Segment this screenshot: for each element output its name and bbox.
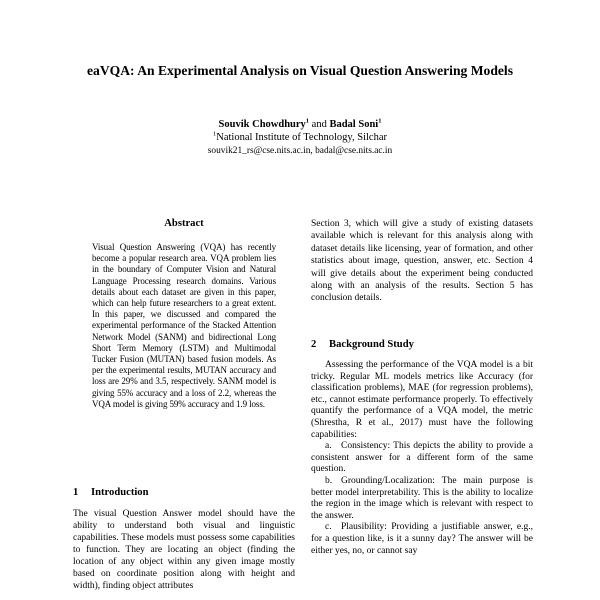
author-emails: souvik21_rs@cse.nits.ac.in, badal@cse.nits.ac.in (207, 146, 393, 156)
background-title: Background Study (329, 339, 414, 350)
introduction-title: Introduction (91, 487, 149, 498)
author-1-sup: 1 (305, 117, 310, 125)
introduction-text: The visual Question Answer model should have the ability to understand both visual and linguistic capabilities. These models must possess some capabilities to function. They are locating an object (finding the location of any object within any given image mostly based on coordinate position along with height and width), finding object attributes (73, 509, 295, 591)
paper-title: eaVQA: An Experimental Analysis on Visual Question Answering Models (87, 63, 513, 78)
list-item-text: Grounding/Localization: The main purpose is better model interpretability. This is the ability to localize the region in the image which is relevant with respect to the answer. (311, 475, 533, 521)
list-item (311, 476, 533, 522)
author-connector: and (309, 119, 330, 130)
right-column-continuation: Section 3, which will give a study of existing datasets available which is relevant for this analysis along with dataset details like licensing, year of formation, and other statistics about image, question, answer, etc. Section 4 will give details about the experiment being conducted along with an analysis of the results. Section 5 has conclusion details. (311, 219, 533, 304)
affiliation (0, 131, 600, 144)
background-intro-text: Assessing the performance of the VQA model is a bit tricky. Regular ML models metrics like Accuracy (for classification problems), MAE (for regression problems), etc., cannot estimate performance properly. To effectively quantify the performance of a VQA model, the metric (Shrestha, R et al., 2017) must have the following capabilities: (311, 360, 533, 440)
list-item (311, 522, 533, 557)
abstract-heading: Abstract (164, 218, 204, 229)
list-marker: b. (325, 475, 333, 486)
list-marker: a. (325, 441, 332, 452)
background-number: 2 (311, 339, 317, 350)
list-item-text: Consistency: This depicts the ability to provide a consistent answer for a different form of the same question. (311, 441, 533, 475)
background-body (311, 360, 533, 557)
list-item-text: Plausibility: Providing a justifiable answer, e.g., for a question like, is it a sunny day? The answer will be either yes, no, or cannot say (311, 522, 533, 556)
affiliation-text: National Institute of Technology, Silchar (216, 132, 387, 143)
author-2-sup: 1 (378, 117, 382, 125)
author-block (0, 118, 600, 158)
author-1-name: Souvik Chowdhury (218, 119, 306, 130)
author-2-name: Badal Soni (329, 119, 379, 130)
abstract-text: Visual Question Answering (VQA) has recently become a popular research area. VQA problem lies in the boundary of Computer Vision and Natural Language Processing research domains. Various details about each dataset are given in this paper, which can help future researchers to a great extent. In this paper, we discussed and compared the experimental performance of the Stacked Attention Network Model (SANM) and bidirectional Long Short Term Memory (LSTM) and Multimodal Tucker Fusion (MUTAN) based fusion models. As per the experimental results, MUTAN accuracy and loss are 29% and 3.5, respectively. SANM model is giving 55% accuracy and a loss of 2.2, whereas the VQA model is giving 59% accuracy and 1.9 loss. (92, 242, 276, 409)
affiliation-sup: 1 (213, 130, 217, 138)
background-heading (311, 339, 414, 350)
introduction-number: 1 (73, 487, 79, 498)
introduction-heading (73, 487, 149, 498)
list-item (311, 441, 533, 476)
list-marker: c. (325, 522, 332, 533)
author-names (219, 119, 382, 130)
